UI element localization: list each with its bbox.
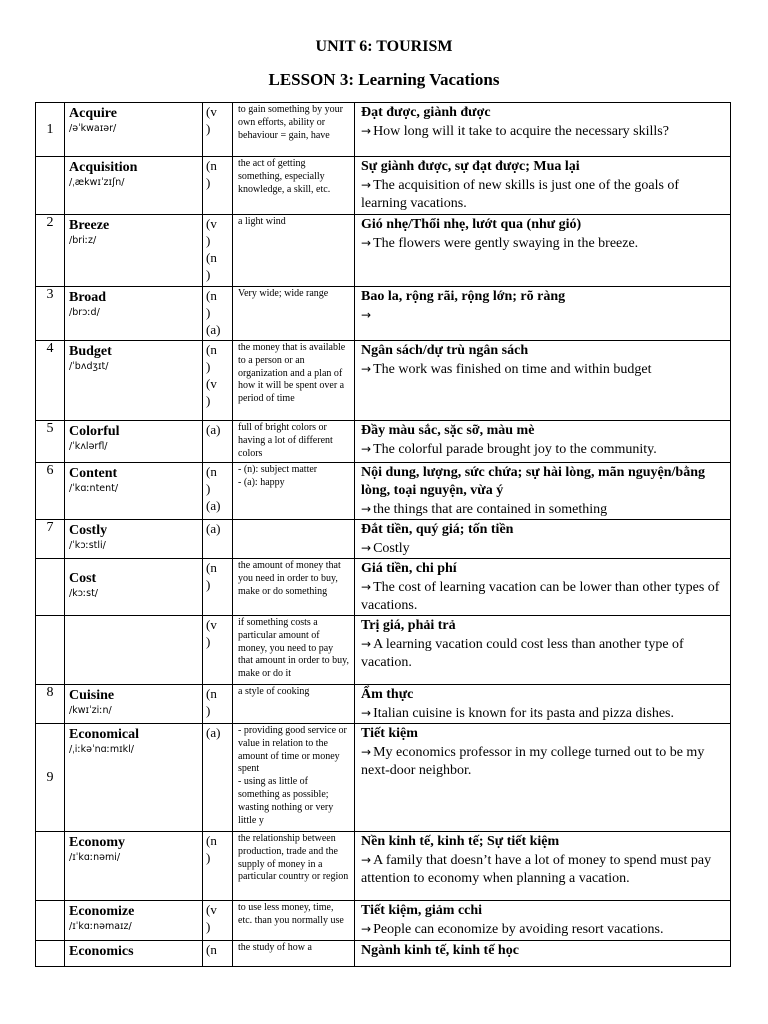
phonetic-transcription: /briːz/: [69, 235, 97, 246]
part-of-speech: (v ): [203, 103, 233, 157]
example-line: [361, 704, 725, 723]
example-sentence: A learning vacation could cost less than another type of vacation.: [361, 637, 684, 670]
example-sentence: The cost of learning vacation can be lower than other types of vacations.: [361, 580, 720, 613]
phonetic-transcription: /ˈkɑːntent/: [69, 483, 119, 494]
arrow-icon: →: [361, 745, 372, 759]
example-sentence: A family that doesn’t have a lot of money to spend must pay attention to economy when planning a vacation.: [361, 853, 712, 886]
part-of-speech: (n ) (v ): [203, 341, 233, 421]
vietnamese-meaning: Đạt được, giành được: [361, 105, 491, 120]
vocab-word: Economics: [69, 944, 134, 959]
arrow-icon: →: [361, 362, 372, 376]
vietnamese-meaning: Gió nhẹ/Thổi nhẹ, lướt qua (như gió): [361, 217, 582, 232]
vocab-word: Acquire: [69, 106, 117, 121]
phonetic-transcription: /ˈkʌlərfl/: [69, 441, 108, 452]
phonetic-transcription: /ɪˈkɑːnəmaɪz/: [69, 921, 132, 932]
english-definition: a style of cooking: [233, 685, 355, 724]
vocab-word: Economical: [69, 727, 139, 742]
meaning-cell: [355, 616, 731, 685]
row-number: [36, 559, 65, 616]
part-of-speech: (n ): [203, 685, 233, 724]
vietnamese-meaning: Ẩm thực: [361, 687, 414, 702]
vocab-row: [36, 341, 731, 421]
vocab-word: Economy: [69, 835, 125, 850]
example-line: [361, 234, 725, 253]
example-line: [361, 360, 725, 379]
vocab-word: Breeze: [69, 218, 110, 233]
english-definition: the study of how a: [233, 941, 355, 967]
vocab-row: [36, 559, 731, 616]
vietnamese-meaning: Giá tiền, chi phí: [361, 561, 457, 576]
word-cell: [65, 463, 203, 520]
row-number: 4: [36, 341, 65, 421]
english-definition: the act of getting something, especially knowledge, a skill, etc.: [233, 157, 355, 215]
vietnamese-meaning: Nền kinh tế, kinh tế; Sự tiết kiệm: [361, 834, 560, 849]
word-cell: [65, 157, 203, 215]
row-number: [36, 901, 65, 941]
word-cell: [65, 421, 203, 463]
part-of-speech: (n ) (a): [203, 463, 233, 520]
word-cell: [65, 616, 203, 685]
vocab-word: Costly: [69, 523, 108, 538]
vietnamese-meaning: Tiết kiệm, giảm cchi: [361, 903, 483, 918]
example-sentence: Costly: [373, 541, 410, 556]
row-number: 7: [36, 520, 65, 559]
english-definition: a light wind: [233, 215, 355, 287]
meaning-cell: [355, 832, 731, 901]
part-of-speech: (n: [203, 941, 233, 967]
example-line: [361, 306, 725, 325]
row-number: 5: [36, 421, 65, 463]
word-cell: [65, 724, 203, 832]
vocab-row: [36, 103, 731, 157]
lesson-title: LESSON 3: Learning Vacations: [268, 70, 500, 89]
example-sentence: My economics professor in my college turned out to be my next-door neighbor.: [361, 745, 705, 778]
meaning-cell: [355, 421, 731, 463]
part-of-speech: (n ): [203, 157, 233, 215]
example-line: [361, 920, 725, 939]
phonetic-transcription: /ˌiːkəˈnɑːmɪkl/: [69, 744, 134, 755]
vietnamese-meaning: Ngân sách/dự trù ngân sách: [361, 343, 529, 358]
part-of-speech: (n ) (a): [203, 287, 233, 341]
vocab-word: Cuisine: [69, 688, 115, 703]
example-sentence: The acquisition of new skills is just one of the goals of learning vacations.: [361, 178, 680, 211]
part-of-speech: (a): [203, 520, 233, 559]
vocab-word: Broad: [69, 290, 107, 305]
vocab-row: [36, 463, 731, 520]
vocab-word: Budget: [69, 344, 112, 359]
phonetic-transcription: /əˈkwaɪər/: [69, 123, 117, 134]
phonetic-transcription: /kɔːst/: [69, 588, 98, 599]
phonetic-transcription: /ɪˈkɑːnəmi/: [69, 852, 121, 863]
meaning-cell: [355, 463, 731, 520]
row-number: [36, 616, 65, 685]
vietnamese-meaning: Đầy màu sắc, sặc sỡ, màu mè: [361, 423, 535, 438]
vocabulary-table: [35, 102, 731, 967]
word-cell: [65, 287, 203, 341]
meaning-cell: [355, 157, 731, 215]
english-definition: Very wide; wide range: [233, 287, 355, 341]
row-number: 9: [36, 724, 65, 832]
arrow-icon: →: [361, 178, 372, 192]
part-of-speech: (n ): [203, 832, 233, 901]
example-line: [361, 578, 725, 615]
english-definition: the relationship between production, trade and the supply of money in a particular country or region: [233, 832, 355, 901]
example-line: [361, 635, 725, 672]
vocab-row: [36, 941, 731, 967]
word-cell: [65, 520, 203, 559]
example-line: [361, 440, 725, 459]
vocab-row: [36, 157, 731, 215]
vocab-row: [36, 287, 731, 341]
row-number: 2: [36, 215, 65, 287]
word-cell: [65, 941, 203, 967]
vocab-word: Economize: [69, 904, 135, 919]
phonetic-transcription: /brɔːd/: [69, 307, 100, 318]
example-sentence: People can economize by avoiding resort vacations.: [373, 922, 664, 937]
vietnamese-meaning: Trị giá, phải trả: [361, 618, 456, 633]
row-number: 8: [36, 685, 65, 724]
arrow-icon: →: [361, 637, 372, 651]
english-definition: the amount of money that you need in order to buy, make or do something: [233, 559, 355, 616]
meaning-cell: [355, 103, 731, 157]
unit-title: UNIT 6: TOURISM: [315, 38, 453, 55]
meaning-cell: [355, 520, 731, 559]
part-of-speech: (v ): [203, 901, 233, 941]
vocab-word: Colorful: [69, 424, 120, 439]
example-line: [361, 122, 725, 141]
row-number: 6: [36, 463, 65, 520]
example-line: [361, 539, 725, 558]
arrow-icon: →: [361, 124, 372, 138]
example-line: [361, 176, 725, 213]
phonetic-transcription: /ˈbʌdʒɪt/: [69, 361, 109, 372]
row-number: 1: [36, 103, 65, 157]
english-definition: [233, 520, 355, 559]
word-cell: [65, 685, 203, 724]
row-number: [36, 157, 65, 215]
row-number: 3: [36, 287, 65, 341]
vocab-row: [36, 685, 731, 724]
arrow-icon: →: [361, 442, 372, 456]
meaning-cell: [355, 901, 731, 941]
vietnamese-meaning: Sự giành được, sự đạt được; Mua lại: [361, 159, 580, 174]
example-sentence: The flowers were gently swaying in the breeze.: [373, 236, 639, 251]
vocab-row: [36, 724, 731, 832]
example-line: [361, 500, 725, 519]
arrow-icon: →: [361, 580, 372, 594]
vietnamese-meaning: Nội dung, lượng, sức chứa; sự hài lòng, mãn nguyện/bằng lòng, toại nguyện, vừa ý: [361, 465, 705, 498]
part-of-speech: (a): [203, 421, 233, 463]
english-definition: to use less money, time, etc. than you normally use: [233, 901, 355, 941]
arrow-icon: →: [361, 236, 372, 250]
word-cell: [65, 341, 203, 421]
arrow-icon: →: [361, 502, 372, 516]
vocabulary-table-body: [36, 103, 731, 967]
part-of-speech: (n ): [203, 559, 233, 616]
vocab-word: Content: [69, 466, 118, 481]
word-cell: [65, 832, 203, 901]
row-number: [36, 941, 65, 967]
english-definition: the money that is available to a person or an organization and a plan of how it will be spent over a period of time: [233, 341, 355, 421]
vietnamese-meaning: Ngành kinh tế, kinh tế học: [361, 943, 519, 958]
vocab-row: [36, 832, 731, 901]
row-number: [36, 832, 65, 901]
meaning-cell: [355, 941, 731, 967]
vocab-word: Cost: [69, 571, 97, 586]
arrow-icon: →: [361, 706, 372, 720]
word-cell: [65, 901, 203, 941]
meaning-cell: [355, 215, 731, 287]
meaning-cell: [355, 559, 731, 616]
vocab-row: [36, 901, 731, 941]
vietnamese-meaning: Đắt tiền, quý giá; tốn tiền: [361, 522, 514, 537]
example-sentence: How long will it take to acquire the necessary skills?: [373, 124, 669, 139]
example-line: [361, 851, 725, 888]
english-definition: to gain something by your own efforts, ability or behaviour = gain, have: [233, 103, 355, 157]
example-sentence: the things that are contained in something: [373, 502, 608, 517]
vietnamese-meaning: Bao la, rộng rãi, rộng lớn; rõ ràng: [361, 289, 566, 304]
phonetic-transcription: /ˈkɔːstli/: [69, 540, 106, 551]
meaning-cell: [355, 287, 731, 341]
word-cell: [65, 559, 203, 616]
example-sentence: The colorful parade brought joy to the community.: [373, 442, 657, 457]
meaning-cell: [355, 724, 731, 832]
english-definition: if something costs a particular amount of money, you need to pay that amount in order to buy, make or do it: [233, 616, 355, 685]
vocab-word: Acquisition: [69, 160, 138, 175]
vocab-row: [36, 616, 731, 685]
arrow-icon: →: [361, 541, 372, 555]
part-of-speech: (v ): [203, 616, 233, 685]
part-of-speech: (a): [203, 724, 233, 832]
example-line: [361, 743, 725, 780]
example-sentence: The work was finished on time and within budget: [373, 362, 652, 377]
arrow-icon: →: [361, 308, 372, 322]
phonetic-transcription: /kwɪˈziːn/: [69, 705, 112, 716]
example-sentence: Italian cuisine is known for its pasta and pizza dishes.: [373, 706, 674, 721]
arrow-icon: →: [361, 853, 372, 867]
meaning-cell: [355, 685, 731, 724]
phonetic-transcription: /ˌækwɪˈzɪʃn/: [69, 177, 125, 188]
english-definition: full of bright colors or having a lot of different colors: [233, 421, 355, 463]
meaning-cell: [355, 341, 731, 421]
english-definition: - (n): subject matter - (a): happy: [233, 463, 355, 520]
vocab-row: [36, 215, 731, 287]
arrow-icon: →: [361, 922, 372, 936]
english-definition: - providing good service or value in relation to the amount of time or money spent - using as little of something as possible; wasting nothing or very little y: [233, 724, 355, 832]
part-of-speech: (v ) (n ): [203, 215, 233, 287]
word-cell: [65, 103, 203, 157]
vietnamese-meaning: Tiết kiệm: [361, 726, 418, 741]
vocab-row: [36, 421, 731, 463]
vocab-row: [36, 520, 731, 559]
word-cell: [65, 215, 203, 287]
